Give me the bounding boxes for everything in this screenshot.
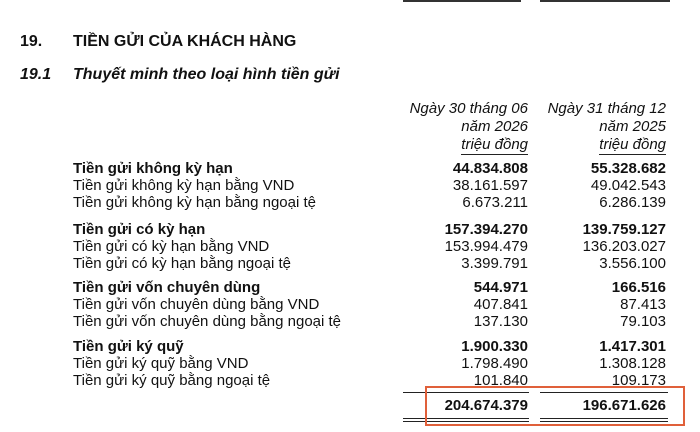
table-row [0, 279, 700, 297]
table-row [0, 221, 700, 239]
row-label: Tiền gửi ký quỹ bằng VND [73, 355, 249, 372]
row-label: Tiền gửi vốn chuyên dùng bằng VND [73, 296, 320, 313]
column-header-1-line1: Ngày 30 tháng 06 [409, 100, 528, 117]
row-value-col2: 79.103 [620, 313, 666, 330]
column-header-2-line1: Ngày 31 tháng 12 [547, 100, 666, 117]
row-value-col2: 49.042.543 [590, 177, 666, 194]
row-value-col1: 6.673.211 [462, 194, 528, 211]
row-value-col1: 3.399.791 [461, 255, 528, 272]
table-row [0, 296, 700, 314]
subsection-title: Thuyết minh theo loại hình tiền gửi [73, 66, 340, 83]
row-value-col2: 166.516 [611, 279, 666, 296]
row-label: Tiền gửi không kỳ hạn bằng VND [73, 177, 295, 194]
row-label: Tiền gửi không kỳ hạn [73, 160, 233, 177]
column-header-1 [368, 100, 528, 155]
row-value-col2: 55.328.682 [590, 160, 666, 177]
section-title: TIỀN GỬI CỦA KHÁCH HÀNG [73, 33, 297, 50]
total-highlight-box [425, 386, 685, 426]
table-row [0, 194, 700, 212]
row-value-col2: 3.556.100 [599, 255, 666, 272]
row-value-col2: 6.286.139 [599, 194, 666, 211]
row-label: Tiền gửi có kỳ hạn bằng ngoại tệ [73, 255, 291, 272]
total-value-col2: 196.671.626 [582, 397, 666, 414]
row-value-col2: 1.417.301 [599, 338, 666, 355]
section-number: 19. [20, 33, 43, 50]
row-value-col1: 101.840 [473, 372, 528, 389]
row-label: Tiền gửi vốn chuyên dùng bằng ngoại tệ [73, 313, 342, 330]
total-value-col1: 204.674.379 [444, 397, 528, 414]
table-row [0, 338, 700, 356]
row-value-col1: 157.394.270 [444, 221, 528, 238]
table-row [0, 255, 700, 273]
row-value-col1: 407.841 [473, 296, 528, 313]
column-header-2-unit: triệu đồng [599, 136, 666, 153]
row-value-col2: 139.759.127 [582, 221, 666, 238]
row-label: Tiền gửi vốn chuyên dùng [73, 279, 261, 296]
top-rule-left [403, 0, 521, 2]
row-label: Tiền gửi có kỳ hạn [73, 221, 206, 238]
table-row [0, 355, 700, 373]
row-value-col2: 109.173 [611, 372, 666, 389]
column-header-1-line2: năm 2026 [461, 118, 528, 135]
row-label: Tiền gửi có kỳ hạn bằng VND [73, 238, 270, 255]
row-value-col1: 44.834.808 [452, 160, 528, 177]
row-value-col1: 153.994.479 [444, 238, 528, 255]
row-value-col1: 38.161.597 [452, 177, 528, 194]
table-row [0, 238, 700, 256]
table-row [0, 177, 700, 195]
row-label: Tiền gửi không kỳ hạn bằng ngoại tệ [73, 194, 316, 211]
top-rule-right [540, 0, 670, 2]
row-value-col1: 1.798.490 [461, 355, 528, 372]
subsection-number: 19.1 [20, 66, 52, 83]
row-value-col2: 136.203.027 [582, 238, 666, 255]
row-value-col1: 1.900.330 [461, 338, 528, 355]
table-row [0, 313, 700, 331]
row-value-col1: 544.971 [473, 279, 528, 296]
row-label: Tiền gửi ký quỹ bằng ngoại tệ [73, 372, 271, 389]
column-header-2-line2: năm 2025 [599, 118, 666, 135]
row-label: Tiền gửi ký quỹ [73, 338, 184, 355]
table-row [0, 160, 700, 178]
row-value-col1: 137.130 [473, 313, 528, 330]
row-value-col2: 1.308.128 [599, 355, 666, 372]
column-header-1-unit: triệu đồng [461, 136, 528, 153]
row-value-col2: 87.413 [620, 296, 666, 313]
column-header-2 [506, 100, 666, 155]
